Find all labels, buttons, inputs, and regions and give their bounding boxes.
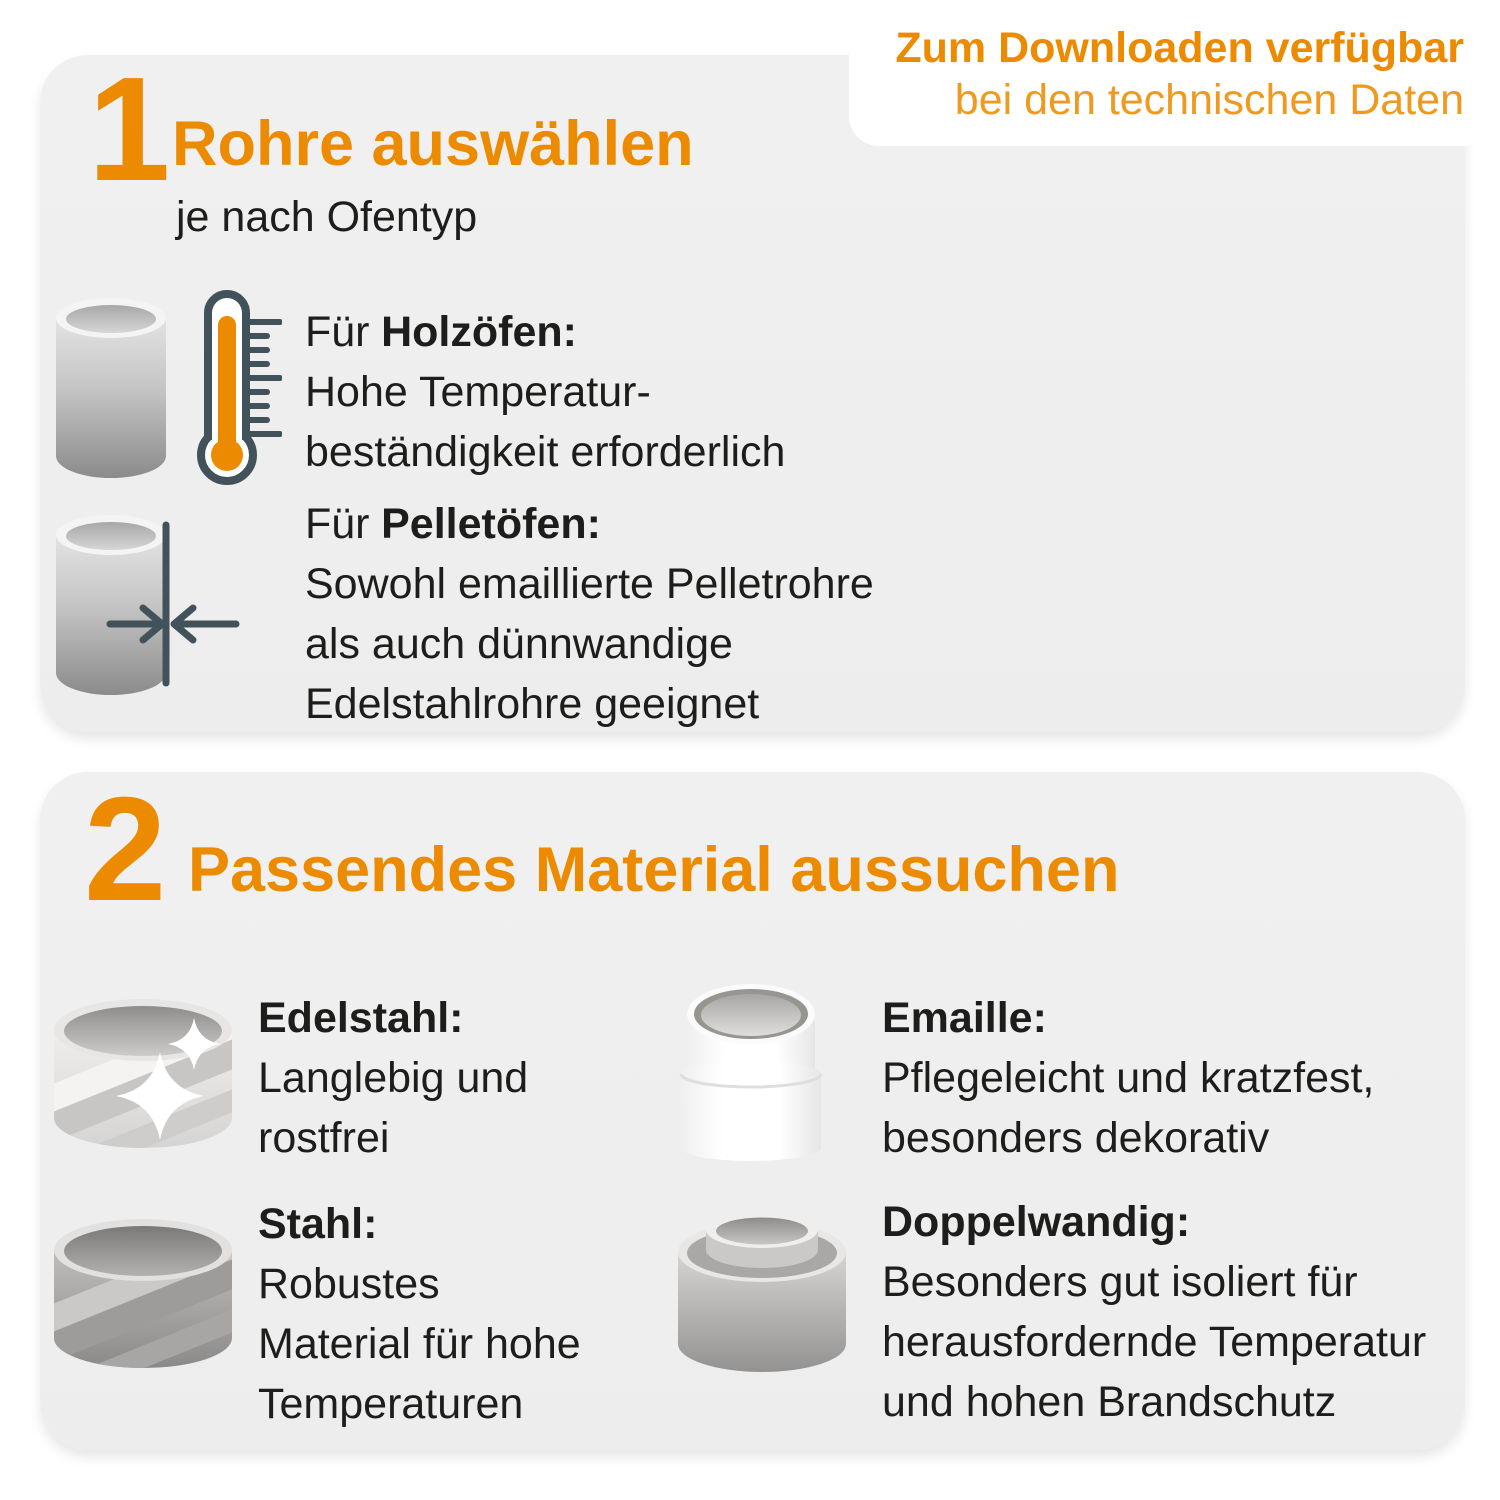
doppelwandig-line-2: herausfordernde Temperatur [882,1318,1427,1366]
pelletoefen-line-2: als auch dünnwandige [305,620,733,668]
download-badge [849,0,1500,146]
stahl-line-2: Material für hohe [258,1320,581,1368]
step-1-number: 1 [88,47,171,212]
step-2-title: Passendes Material aussuchen [188,835,1120,905]
pipe-wall-thickness-icon [52,503,292,708]
step-1-subtitle: je nach Ofentyp [176,193,478,241]
edelstahl-line-2: rostfrei [258,1114,390,1162]
download-badge-line-2: bei den technischen Daten [954,76,1464,124]
emaille-text [882,988,1374,1168]
holzoefen-lead: Für [305,308,370,356]
doppelwandig-term: Doppelwandig: [882,1198,1191,1246]
holzoefen-line-1: Hohe Temperatur- [305,368,651,416]
holzoefen-text [305,302,785,482]
pelletoefen-term: Pelletöfen: [381,500,601,548]
enamel-pipe-icon [676,972,826,1177]
pelletoefen-line-3: Edelstahlrohre geeignet [305,680,760,728]
emaille-line-1: Pflegeleicht und kratzfest, [882,1054,1375,1102]
pelletoefen-text [305,494,874,734]
holzoefen-title-line [305,302,785,362]
pelletoefen-line-1: Sowohl emaillierte Pelletrohre [305,560,874,608]
pipe-and-thermometer-icon [52,288,282,488]
download-badge-line-1: Zum Downloaden verfügbar [895,24,1464,72]
stahl-term: Stahl: [258,1200,378,1248]
stainless-steel-pipe-icon [48,978,238,1168]
holzoefen-line-2: beständigkeit erforderlich [305,428,786,476]
pelletoefen-title-line [305,494,874,554]
stahl-text [258,1194,581,1434]
edelstahl-line-1: Langlebig und [258,1054,529,1102]
step-2-number: 2 [84,767,167,932]
emaille-term: Emaille: [882,994,1047,1042]
stahl-line-3: Temperaturen [258,1380,524,1428]
doppelwandig-line-3: und hohen Brandschutz [882,1378,1337,1426]
edelstahl-text [258,988,528,1168]
edelstahl-term: Edelstahl: [258,994,464,1042]
doppelwandig-text [882,1192,1426,1432]
step-1-title: Rohre auswählen [172,109,694,179]
emaille-line-2: besonders dekorativ [882,1114,1270,1162]
holzoefen-term: Holzöfen: [381,308,577,356]
pelletoefen-lead: Für [305,500,370,548]
double-wall-pipe-icon [672,1192,852,1392]
stahl-line-1: Robustes [258,1260,440,1308]
doppelwandig-line-1: Besonders gut isoliert für [882,1258,1358,1306]
steel-pipe-icon [48,1198,238,1388]
